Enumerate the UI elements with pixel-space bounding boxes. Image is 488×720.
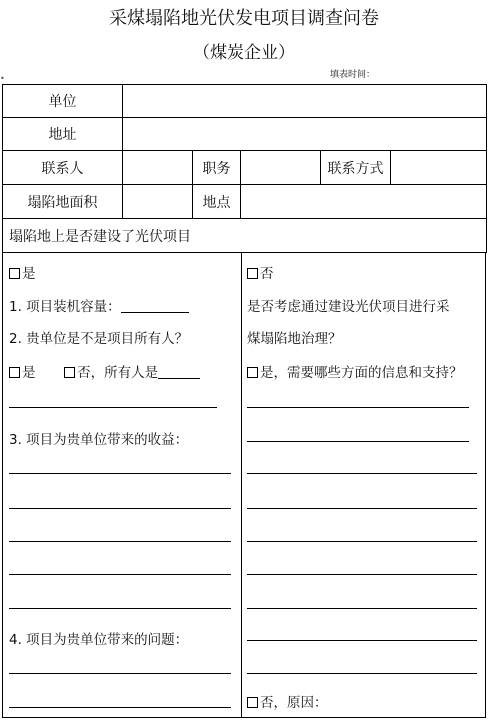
contact-label: 联系人 <box>3 151 123 185</box>
owner-question: 2. 贵单位是不是项目所有人？ <box>9 331 189 347</box>
benefit-line[interactable] <box>9 541 231 542</box>
support-line[interactable] <box>247 608 477 609</box>
capacity-field[interactable] <box>121 300 189 313</box>
support-line[interactable] <box>247 441 469 442</box>
position-label: 职务 <box>193 151 241 185</box>
support-line[interactable] <box>247 541 477 542</box>
no-option[interactable] <box>247 262 274 282</box>
benefit-line[interactable] <box>9 473 231 474</box>
consider-question-line2: 煤塌陷地治理？ <box>247 331 342 347</box>
owner-options <box>9 361 200 381</box>
address-label: 地址 <box>3 118 123 151</box>
owner-yes-label: 是 <box>22 365 36 381</box>
owner-blank-line[interactable] <box>9 407 217 408</box>
no-panel <box>241 252 486 718</box>
checkbox-icon[interactable] <box>247 268 258 279</box>
unit-field[interactable] <box>123 85 487 118</box>
support-line[interactable] <box>247 640 477 641</box>
location-label: 地点 <box>193 185 241 219</box>
support-line[interactable] <box>247 473 477 474</box>
checkbox-icon[interactable] <box>9 268 20 279</box>
support-line[interactable] <box>247 574 477 575</box>
unit-label: 单位 <box>3 85 123 118</box>
no-label: 否 <box>260 266 274 282</box>
no-reason-option[interactable] <box>247 691 328 711</box>
capacity-label: 1. 项目装机容量： <box>9 299 121 315</box>
address-field[interactable] <box>123 118 487 151</box>
checkbox-icon[interactable] <box>9 367 20 378</box>
problem-line[interactable] <box>9 673 231 674</box>
owner-no-label: 否，所有人是 <box>77 365 159 381</box>
yes-panel <box>2 252 242 718</box>
info-table <box>2 84 487 253</box>
checkbox-icon[interactable] <box>64 367 75 378</box>
no-reason-label: 否，原因： <box>260 695 328 711</box>
support-line[interactable] <box>247 673 477 674</box>
checkbox-icon[interactable] <box>247 697 258 708</box>
area-label: 塌陷地面积 <box>3 185 123 219</box>
owner-field[interactable] <box>158 366 200 379</box>
need-support-option[interactable] <box>247 361 463 381</box>
capacity-question <box>9 295 189 315</box>
benefit-line[interactable] <box>9 508 231 509</box>
position-field[interactable] <box>241 151 321 185</box>
benefit-line[interactable] <box>9 574 231 575</box>
contact-method-label: 联系方式 <box>321 151 391 185</box>
contact-method-field[interactable] <box>391 151 487 185</box>
contact-field[interactable] <box>123 151 193 185</box>
need-support-label: 是，需要哪些方面的信息和支持？ <box>260 365 463 381</box>
page-title: 采煤塌陷地光伏发电项目调查问卷 <box>109 8 379 29</box>
fill-time-label: 填表时间： <box>330 70 376 80</box>
problem-question: 4. 项目为贵单位带来的问题： <box>9 632 189 648</box>
yes-option[interactable] <box>9 262 36 282</box>
support-line[interactable] <box>247 407 469 408</box>
location-field[interactable] <box>241 185 487 219</box>
page-subtitle: （煤炭企业） <box>193 43 295 63</box>
yes-label: 是 <box>22 266 36 282</box>
consider-question-line1: 是否考虑通过建设光伏项目进行采 <box>247 299 450 315</box>
benefit-question: 3. 项目为贵单位带来的收益： <box>9 432 189 448</box>
benefit-line[interactable] <box>9 608 231 609</box>
bullet-dot: • <box>0 74 5 83</box>
area-field[interactable] <box>123 185 193 219</box>
problem-line[interactable] <box>9 707 231 708</box>
support-line[interactable] <box>247 508 477 509</box>
question-text: 塌陷地上是否建设了光伏项目 <box>3 219 487 253</box>
checkbox-icon[interactable] <box>247 367 258 378</box>
